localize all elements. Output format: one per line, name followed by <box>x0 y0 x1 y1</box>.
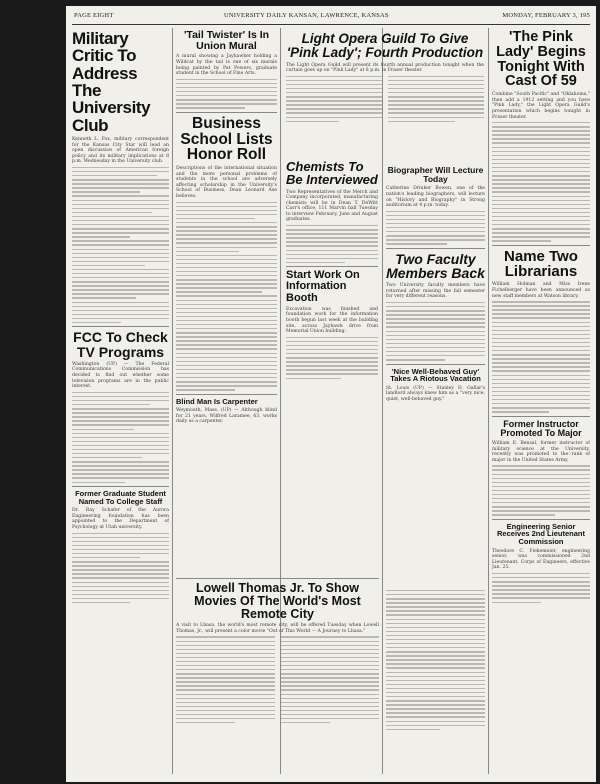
article-lead: Descriptions of the international situation and the more personal problems of students in the school are adversely affecting scholarship in the University's School of Business, Dean Leonard Axe believes. <box>176 166 277 200</box>
article-divider <box>72 486 169 487</box>
article-divider <box>492 245 590 246</box>
newspaper-page <box>66 6 596 782</box>
article-tail-twister <box>176 30 277 109</box>
article-light-opera <box>286 30 484 158</box>
article-lead: William E. Bensal, former instructor of military science at the University, recently was promoted to the rank of major in the United States Army. <box>492 440 590 463</box>
folio-date: MONDAY, FEBRUARY 3, 195 <box>502 12 590 19</box>
article-text-block <box>176 202 277 391</box>
article-text-block <box>386 302 485 360</box>
headline: Engineering Senior Receives 2nd Lieutenant Commission <box>497 521 585 546</box>
column-5 <box>492 28 590 774</box>
article-chemists <box>286 160 378 263</box>
article-divider <box>386 248 485 249</box>
article-engineering-reserve <box>492 523 590 603</box>
article-text-block <box>72 392 169 483</box>
article-lead: Theodore C. Fiekemeier, engineering senior, was commissioned 2nd Lieutenant, Corps of Engineers, effective Jan. 25. <box>492 548 590 571</box>
article-information-booth <box>286 270 378 379</box>
article-blind-man <box>176 398 277 425</box>
article-text-block <box>492 465 590 515</box>
headline: Start Work On Information Booth <box>286 269 360 304</box>
folio-masthead: UNIVERSITY DAILY KANSAN, LAWRENCE, KANSAS <box>224 12 389 19</box>
article-lead: Kenneth L. Fox, military correspondent for the Kansas City Star will lead an open discussion of American foreign policy and its military implications at 8 p.m. Wednesday in the University club. <box>72 136 169 165</box>
article-lead: William Holman and Miss Irene Fichelberger have been announced as new staff members at Watson library. <box>492 282 590 299</box>
article-text-block <box>286 225 378 263</box>
article-fcc <box>72 330 169 483</box>
column-1 <box>72 28 169 774</box>
article-text-block <box>72 533 169 604</box>
article-divider <box>176 394 277 395</box>
headline: Blind Man Is Carpenter <box>176 396 258 406</box>
article-divider <box>386 364 485 365</box>
article-text-block <box>492 573 590 603</box>
article-nice-well-behaved <box>386 368 485 403</box>
article-divider <box>492 416 590 417</box>
headline: 'Nice Well-Behaved Guy' Takes A Riotous Vacation <box>390 366 481 384</box>
article-text-block <box>492 301 590 413</box>
article-lowell-thomas <box>176 578 379 782</box>
article-divider <box>176 112 277 113</box>
headline: Military Critic To Address The University Club <box>72 29 151 135</box>
headline: Chemists To Be Interviewed <box>286 159 378 188</box>
article-lead: Weymouth, Mass. (UP) — Although blind for 21 years, Wilfred Laramee, 63, works daily as a carpenter. <box>176 408 277 425</box>
column-4 <box>386 164 485 574</box>
column-2 <box>176 28 277 574</box>
headline: Former Instructor Promoted To Major <box>500 418 582 438</box>
article-two-faculty <box>386 252 485 361</box>
column-4-continued <box>386 590 485 782</box>
article-text-block <box>386 211 485 245</box>
article-lead: A visit to Lhasa, the world's most remote city, will be offered Tuesday when Lowell Thomas, Jr., will present a color movie "Out of This World — A Journey to Lhasa." <box>176 623 379 634</box>
article-lead: Two Representatives of the Merck and Company incorporated, manufacturing chemists will be in Dean T. DeWitt Carr's office, 111 Marvin hall Tuesday to interview February, June and August graduates. <box>286 189 378 223</box>
article-divider <box>176 578 379 579</box>
article-pink-lady-begins <box>492 30 590 242</box>
article-lead: Excavation was finished and foundation work for the information booth begun last week at the building site, across Jayhawk drive from Memorial Union building. <box>286 306 378 335</box>
headline: Former Graduate Student Named To College Staff <box>75 488 166 506</box>
article-text-block <box>176 636 379 729</box>
headline: Lowell Thomas Jr. To Show Movies Of The World's Most Remote City <box>194 581 361 621</box>
article-graduate-student <box>72 490 169 603</box>
article-lead: Catherine Drinker Bowen, one of the nation's leading biographers, will lecture on "History and Biography" in Strong auditorium at 4 p.m. today. <box>386 186 485 209</box>
article-lead: Washington (UP) — The Federal Communications Commission has decided to find out whether some television programs are in the public interest. <box>72 361 169 390</box>
headline: Light Opera Guild To Give 'Pink Lady'; Fourth Production <box>286 31 484 60</box>
column-rule <box>172 28 173 774</box>
headline: FCC To Check TV Programs <box>73 329 168 360</box>
column-rule <box>488 28 489 774</box>
article-military-critic <box>72 30 169 323</box>
article-divider <box>492 519 590 520</box>
article-former-instructor <box>492 420 590 516</box>
article-lead: Two University faculty members have returned after missing the fall semester for very different reasons. <box>386 283 485 300</box>
article-text-block <box>72 167 169 323</box>
headline: 'Tail Twister' Is In Union Mural <box>183 29 270 52</box>
headline: Name Two Librarians <box>504 247 578 281</box>
article-name-two-librarians <box>492 249 590 413</box>
article-text-block <box>286 337 378 379</box>
headline: Biographer Will Lecture Today <box>387 165 484 184</box>
article-lead: A mural showing a Jayhawker holding a Wildcat by the tail is one of six murals being painted by Pat Powers, graduate student in the School of Fine Arts. <box>176 54 277 77</box>
article-text-block <box>176 79 277 109</box>
article-text-block <box>492 122 590 242</box>
article-text-block <box>286 76 484 128</box>
headline: 'The Pink Lady' Begins Tonight With Cast Of 59 <box>496 29 586 90</box>
article-divider <box>286 266 378 267</box>
article-business-school <box>176 116 277 391</box>
article-lead: Combine "South Pacific" and "Oklahoma," then add a 1912 setting and you have "Pink Lady," the Light Opera Guild's presentation which begins tonight in Fraser theater. <box>492 92 590 120</box>
article-lead: St. Louis (UP) — Stanley D. Gallar's landlord always knew him as a "very nice, quiet, well-behaved guy." <box>386 385 485 402</box>
headline: Business School Lists Honor Roll <box>180 114 273 164</box>
article-lead: The Light Opera Guild will present its fourth annual production tonight when the curtain goes up on "Pink Lady" at 8 p.m. in Fraser theater. <box>286 62 484 74</box>
page-folio <box>74 12 590 24</box>
folio-rule <box>72 24 590 25</box>
headline: Two Faculty Members Back <box>386 250 485 281</box>
article-text-block <box>386 590 485 730</box>
folio-page-number: PAGE EIGHT <box>74 12 114 19</box>
article-divider <box>72 326 169 327</box>
article-lead: Dr. Ray Schafer of the Aurora Engineering foundation has been appointed to the Department of Psychology at Utah university. <box>72 508 169 530</box>
article-biographer <box>386 166 485 245</box>
